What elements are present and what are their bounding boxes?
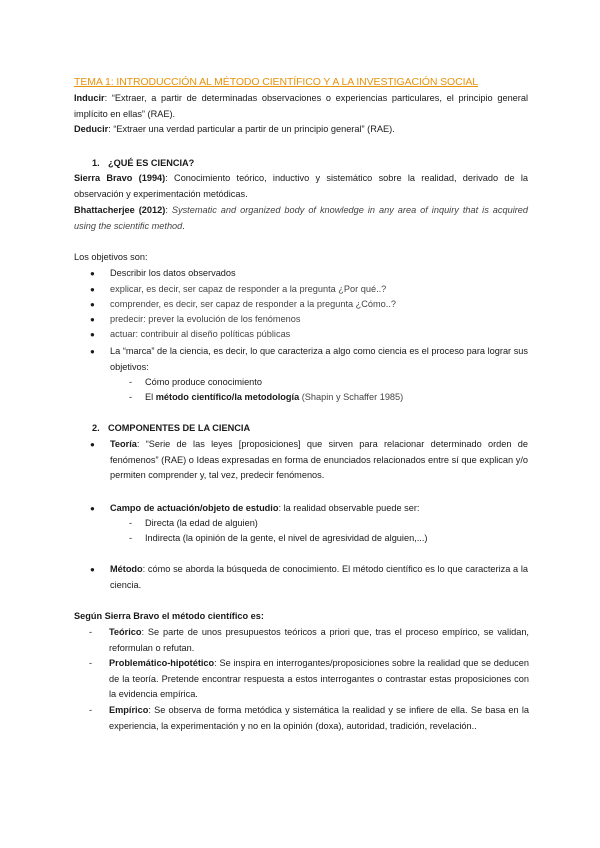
sub-item-text: Indirecta (la opinión de la gente, el nivel de agresividad de alguien,...) [145,533,428,543]
inducir-definition [74,91,528,122]
deducir-text: : “Extraer una verdad particular a partir de un principio general” (RAE). [108,124,395,134]
bullet-icon: ● [90,504,95,513]
bullet-icon: ● [90,285,95,294]
campo-term: Campo de actuación/objeto de estudio [110,503,279,513]
objetivo-text: predecir: prever la evolución de los fenómenos [110,314,301,324]
section-2-number: 2. [92,423,100,433]
tipo-desc: : Se inspira en interrogantes/proposiciones sobre la realidad que se deducen de la teoría. Pretende encontrar respuesta a estos interrogantes o contrastar estas proposiciones con la evidencia empírica. [109,658,529,700]
dash-icon: - [89,658,93,668]
tipo-text [109,656,529,703]
tipo-term: Problemático-hipotético [109,658,215,668]
marca-text: La “marca” de la ciencia, es decir, lo que caracteriza a algo como ciencia es el proceso para lograr sus objetivos: [110,346,528,372]
section-1-number: 1. [92,158,100,168]
inducir-term: Inducir [74,93,105,103]
tipo-term: Teórico [109,627,142,637]
sub-item-pre: El [145,392,156,402]
objetivo-text: Describir los datos observados [110,268,236,278]
bullet-icon: ● [90,347,95,356]
dash-icon: - [89,705,93,715]
section-1-heading [92,156,194,172]
section-2-heading [92,421,250,437]
campo-desc: : la realidad observable puede ser: [278,503,420,513]
sub-item-bold: método científico/la metodología [155,392,300,402]
objetivo-text: actuar: contribuir al diseño políticas públicas [110,329,291,339]
tipo-term: Empírico [109,705,149,715]
metodo-term: Método [110,564,143,574]
dash-icon: - [129,533,133,543]
sierra-text: : Conocimiento teórico, inductivo y sistemático sobre la realidad, derivado de la observación y experimentación metódicas. [74,173,528,199]
bullet-icon: ● [90,440,95,449]
tipo-text [109,703,529,734]
sub-item-text: Directa (la edad de alguien) [145,518,258,528]
bullet-icon: ● [90,330,95,339]
bhattacherjee-end: . [182,220,185,231]
sub-item-text [145,390,529,406]
bullet-icon: ● [90,315,95,324]
tipo-desc: : Se observa de forma metódica y sistemática la realidad y se infiere de ella. Se basa en la experiencia, la experimentación y no en la opinión (doxa), autoridad, tradición, revelación.. [109,705,529,731]
sub-item-post: (Shapin y Schaffer 1985) [299,392,404,402]
bhattacherjee-term: Bhattacherjee (2012) [74,205,166,215]
page-title: TEMA 1: INTRODUCCIÓN AL MÉTODO CIENTÍFICO Y A LA INVESTIGACIÓN SOCIAL [74,76,479,88]
sierra-term: Sierra Bravo (1994) [74,173,166,183]
bullet-icon: ● [90,269,95,278]
bullet-icon: ● [90,300,95,309]
bullet-icon: ● [90,565,95,574]
campo-text [110,501,528,517]
dash-icon: - [129,392,133,402]
sierra-definition [74,171,528,202]
metodo-desc: : cómo se aborda la búsqueda de conocimiento. El método científico es lo que caracteriza a la ciencia. [110,564,528,590]
section-2-title: COMPONENTES DE LA CIENCIA [108,423,251,433]
bhattacherjee-sep: : [165,205,172,215]
section-1-title: ¿QUÉ ES CIENCIA? [108,158,195,168]
metodo-text [110,562,528,593]
deducir-definition [74,122,528,138]
tipo-desc: : Se parte de unos presupuestos teóricos a priori que, tras el proceso empírico, se validan, reformulan o refutan. [109,627,529,653]
bhattacherjee-definition [74,203,528,234]
deducir-term: Deducir [74,124,109,134]
dash-icon: - [89,627,93,637]
dash-icon: - [129,518,133,528]
teoria-text [110,437,528,484]
inducir-text: : “Extraer, a partir de determinadas observaciones o experiencias particulares, el principio general implícito en ellas” (RAE). [74,93,528,119]
sub-item-text: Cómo produce conocimiento [145,377,262,387]
dash-icon: - [129,377,133,387]
teoria-term: Teoría [110,439,137,449]
objetivo-text: comprender, es decir, ser capaz de responder a la pregunta ¿Cómo..? [110,299,396,309]
objetivos-intro: Los objetivos son: [74,252,148,262]
segun-heading: Según Sierra Bravo el método científico es: [74,611,264,621]
teoria-desc: : “Serie de las leyes [proposiciones] que sirven para relacionar determinado orden de fenómenos” (RAE) o Ideas expresadas en forma de enunciados relacionados entre sí que explican y/o permiten comprender y, tal vez, predecir fenómenos. [110,439,528,481]
objetivo-text: explicar, es decir, ser capaz de responder a la pregunta ¿Por qué..? [110,284,387,294]
bhattacherjee-text: Systematic and organized body of knowledge in any area of inquiry that is acquired using the scientific method [74,205,529,231]
tipo-text [109,625,529,656]
